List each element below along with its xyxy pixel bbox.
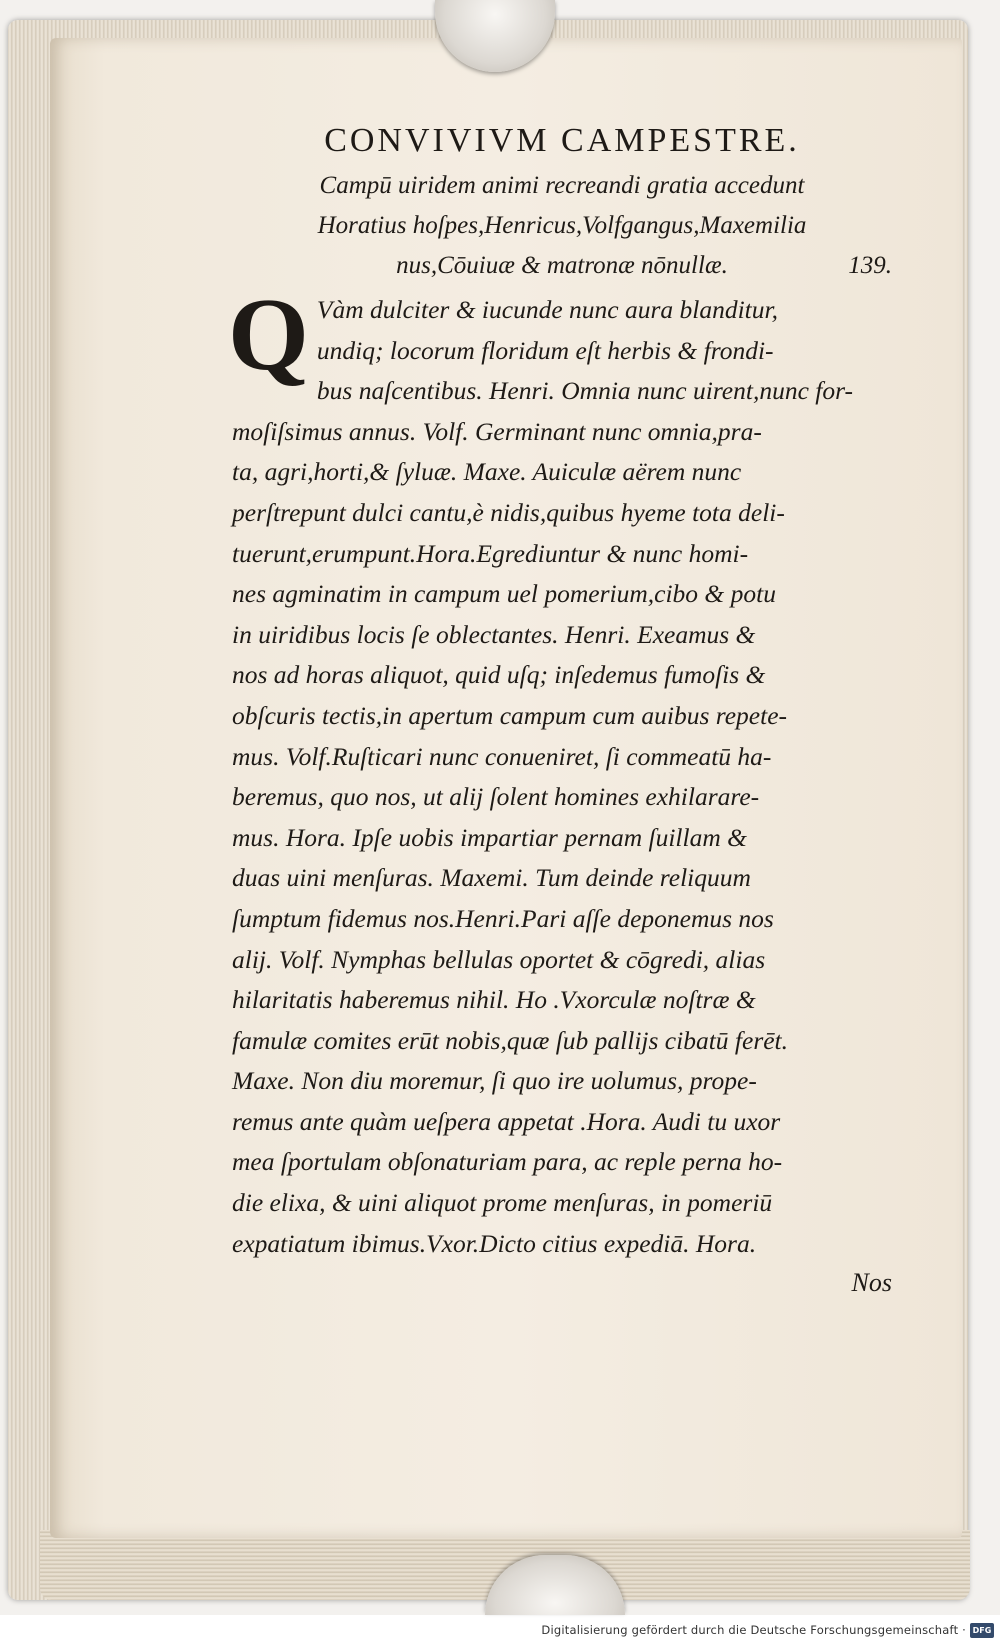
text-line: remus ante quàm ueſpera appetat .Hora. Audi tu uxor <box>232 1106 781 1136</box>
text-block <box>228 122 892 1298</box>
argument-line-text: nus,Cōuiuæ & matronæ nōnullæ. <box>396 252 728 279</box>
text-line: Maxe. Non diu moremur, ſi quo ire uolumus, prope- <box>232 1066 757 1096</box>
text-line: in uiridibus locis ſe oblectantes. Henri. Exeamus & <box>232 619 756 649</box>
text-line: ſumptum fidemus nos.Henri.Pari aſſe deponemus nos <box>232 903 774 933</box>
dfg-logo-icon: DFG <box>970 1623 994 1638</box>
chapter-argument <box>232 166 892 286</box>
text-line: Vàm dulciter & iucunde nunc aura blanditur, <box>316 295 778 324</box>
text-line: mus. Volf.Ruſticari nunc conueniret, ſi commeatū ha- <box>232 741 772 771</box>
body-text <box>228 277 892 1264</box>
text-line: duas uini menſuras. Maxemi. Tum deinde reliquum <box>232 863 751 893</box>
catchword: Nos <box>851 1268 892 1298</box>
text-line: ta, agri,horti,& ſyluæ. Maxe. Auiculæ aërem nunc <box>232 457 742 487</box>
argument-line <box>232 246 892 286</box>
text-line: expatiatum ibimus.Vxor.Dicto citius expediā. Hora. <box>232 1228 757 1258</box>
text-line: alij. Volf. Nymphas bellulas oportet & cōgredi, alias <box>232 944 766 974</box>
digitization-footer <box>0 1620 1000 1643</box>
text-line: obſcuris tectis,in apertum campum cum auibus repete- <box>232 700 787 730</box>
funding-notice: Digitalisierung gefördert durch die Deutsche Forschungsgemeinschaft · <box>541 1623 966 1637</box>
folio-number: 139. <box>848 252 892 279</box>
text-line: undiq; locorum floridum eſt herbis & frondi- <box>316 335 774 365</box>
text-line: moſiſsimus annus. Volf. Germinant nunc omnia,pra- <box>232 416 762 446</box>
text-line: nes agminatim in campum uel pomerium,cibo & potu <box>232 579 776 609</box>
text-line: die elixa, & uini aliquot prome menſuras, in pomeriū <box>232 1188 773 1218</box>
text-line: perſtrepunt dulci cantu,è nidis,quibus hyeme tota deli- <box>232 497 785 527</box>
text-line: hilaritatis haberemus nihil. Ho .Vxorculæ noſtræ & <box>232 985 756 1015</box>
argument-line: Campū uiridem animi recreandi gratia accedunt <box>319 172 805 199</box>
text-line: nos ad horas aliquot, quid uſq; inſedemus fumoſis & <box>232 660 766 690</box>
text-line: mea ſportulam obſonaturiam para, ac reple perna ho- <box>232 1147 783 1177</box>
running-head: CONVIVIVM CAMPESTRE. <box>324 122 800 159</box>
text-line: famulæ comites erūt nobis,quæ ſub pallijs cibatū ferēt. <box>232 1025 789 1055</box>
text-line: mus. Hora. Ipſe uobis impartiar pernam ſuillam & <box>232 822 747 852</box>
argument-line: Horatius hoſpes,Henricus,Volfgangus,Maxemilia <box>317 212 807 239</box>
drop-cap-initial: Q <box>228 277 309 392</box>
text-line: tuerunt,erumpunt.Hora.Egrediuntur & nunc homi- <box>232 538 749 568</box>
text-line: bus naſcentibus. Henri. Omnia nunc uirent,nunc for- <box>316 376 854 406</box>
text-line: beremus, quo nos, ut alij ſolent homines exhilarare- <box>232 782 760 812</box>
